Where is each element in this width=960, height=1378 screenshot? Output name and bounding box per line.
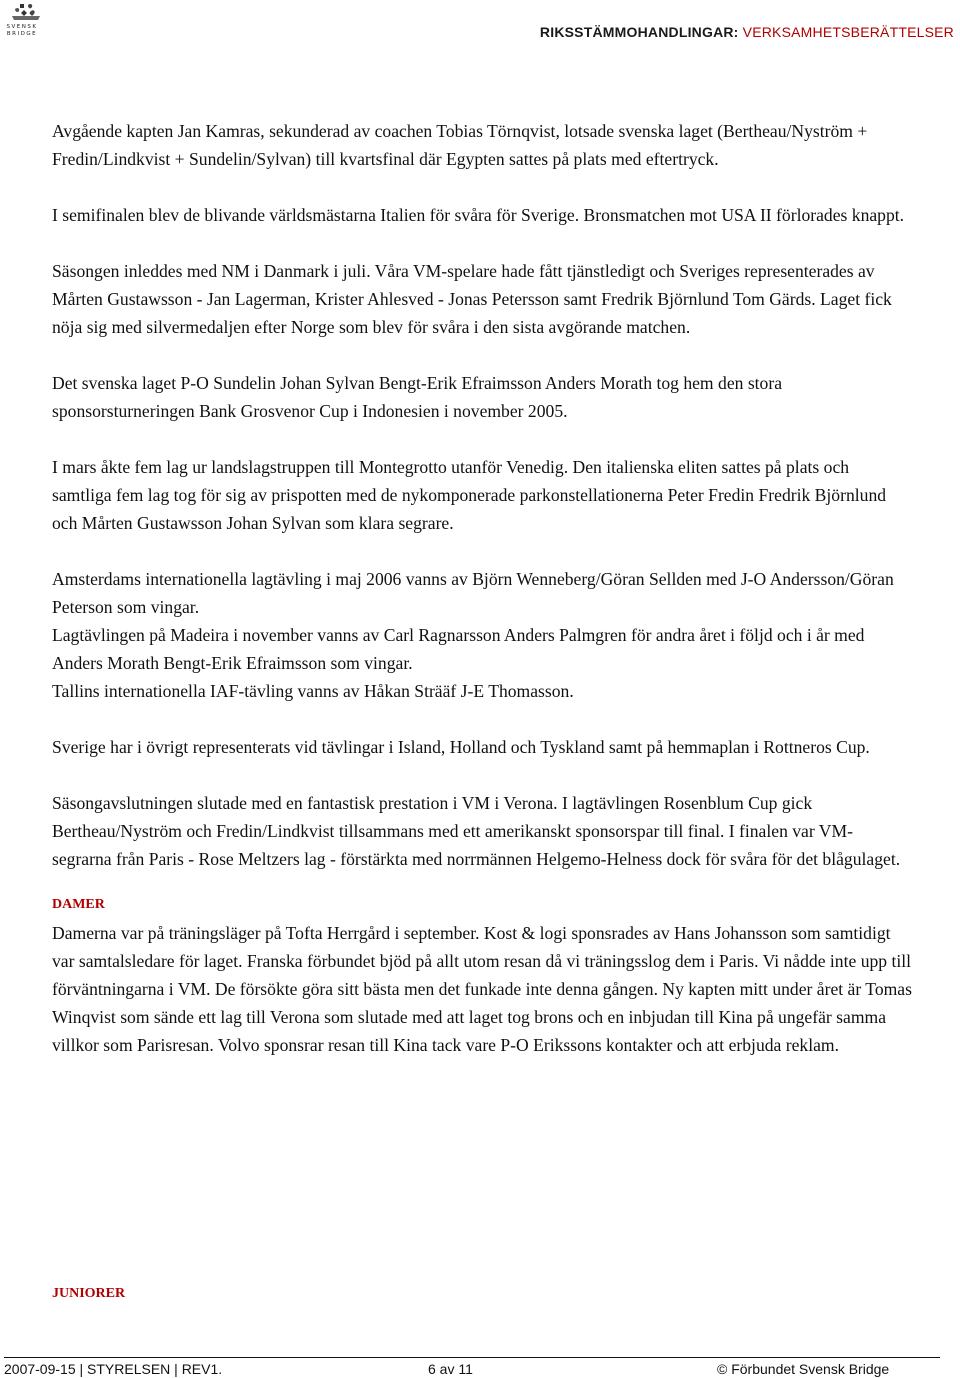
paragraph: Tallins internationella IAF-tävling vanns av Håkan Strääf J-E Thomasson. xyxy=(52,681,574,701)
paragraph: Amsterdams internationella lagtävling i maj 2006 vanns av Björn Wenneberg/Göran Sellden med J-O Andersson/Göran Peterson som vingar. xyxy=(52,569,894,617)
paragraph-damer: Damerna var på träningsläger på Tofta Herrgård i september. Kost & logi sponsrades av Hans Johansson som samtidigt var samtalsledare för laget. Franska förbundet bjöd på allt utom resan då vi träningsslog dem i Paris. Vi nådde inte upp till förväntningarna i VM. De försökte göra sitt bästa men det funkade inte denna gången. Ny kapten mitt under året är Tomas Winqvist som sände ett lag till Verona som slutade med att laget tog brons och en inbjudan till Kina på ungefär samma villkor som Parisresan. Volvo sponsrar resan till Kina tack vare P-O Erikssons kontakter och att erbjuda reklam. xyxy=(52,923,912,1055)
footer-page-number: 6 av 11 xyxy=(428,1361,473,1377)
footer-divider xyxy=(4,1357,940,1358)
svensk-bridge-logo xyxy=(2,2,42,40)
bridge-logo-icon xyxy=(2,2,42,24)
paragraph: I mars åkte fem lag ur landslagstruppen till Montegrotto utanför Venedig. Den italienska eliten sattes på plats och samtliga fem lag tog för sig av prispotten med de nykomponerade parkonstellationerna Peter Fredin Fredrik Björnlund och Mårten Gustawsson Johan Sylvan som klara segrare. xyxy=(52,457,887,533)
paragraph: Säsongen inleddes med NM i Danmark i juli. Våra VM-spelare hade fått tjänstledigt och Sveriges representerades av Mårten Gustawsson - Jan Lagerman, Krister Ahlesved - Jonas Petersson samt Fredrik Björnlund Tom Gärds. Laget fick nöja sig med silvermedaljen efter Norge som blev för svåra i den sista avgörande matchen. xyxy=(52,261,892,337)
section-heading-damer: DAMER xyxy=(52,897,105,912)
paragraph: Säsongavslutningen slutade med en fantastisk prestation i VM i Verona. I lagtävlingen Rosenblum Cup gick Bertheau/Nyström och Fredin/Lindkvist tillsammans med ett amerikanskt sponsorspar till final. I finalen var VM-segrarna från Paris - Rose Meltzers lag - förstärkta med norrmännen Helgemo-Helness dock för svåra för det blågulaget. xyxy=(52,793,901,869)
paragraph: Lagtävlingen på Madeira i november vanns av Carl Ragnarsson Anders Palmgren för andra året i följd och i år med Anders Morath Bengt-Erik Efraimsson som vingar. xyxy=(52,625,865,673)
footer-copyright: © Förbundet Svensk Bridge xyxy=(717,1361,890,1377)
header-title: RIKSSTÄMMOHANDLINGAR: xyxy=(539,24,739,40)
logo-text-bridge: BRIDGE xyxy=(6,31,38,37)
paragraph: Det svenska laget P-O Sundelin Johan Sylvan Bengt-Erik Efraimsson Anders Morath tog hem den stora sponsorsturneringen Bank Grosvenor Cup i Indonesien i november 2005. xyxy=(52,373,783,421)
document-header xyxy=(540,24,954,40)
header-subtitle: VERKSAMHETSBERÄTTELSER xyxy=(742,24,954,40)
paragraph: I semifinalen blev de blivande världsmästarna Italien för svåra för Sverige. Bronsmatchen mot USA II förlorades knappt. xyxy=(52,205,905,225)
paragraph: Avgående kapten Jan Kamras, sekunderad av coachen Tobias Törnqvist, lotsade svenska laget (Bertheau/Nyström + Fredin/Lindkvist + Sundelin/Sylvan) till kvartsfinal där Egypten sattes på plats med eftertryck. xyxy=(52,121,868,169)
section-heading-juniorer: JUNIORER xyxy=(52,1286,126,1301)
document-body xyxy=(52,117,912,1059)
logo-text-svensk: SVENSK xyxy=(6,24,38,30)
footer-left: 2007-09-15 | STYRELSEN | REV1. xyxy=(4,1361,223,1377)
paragraph: Sverige har i övrigt representerats vid tävlingar i Island, Holland och Tyskland samt på hemmaplan i Rottneros Cup. xyxy=(52,737,870,757)
